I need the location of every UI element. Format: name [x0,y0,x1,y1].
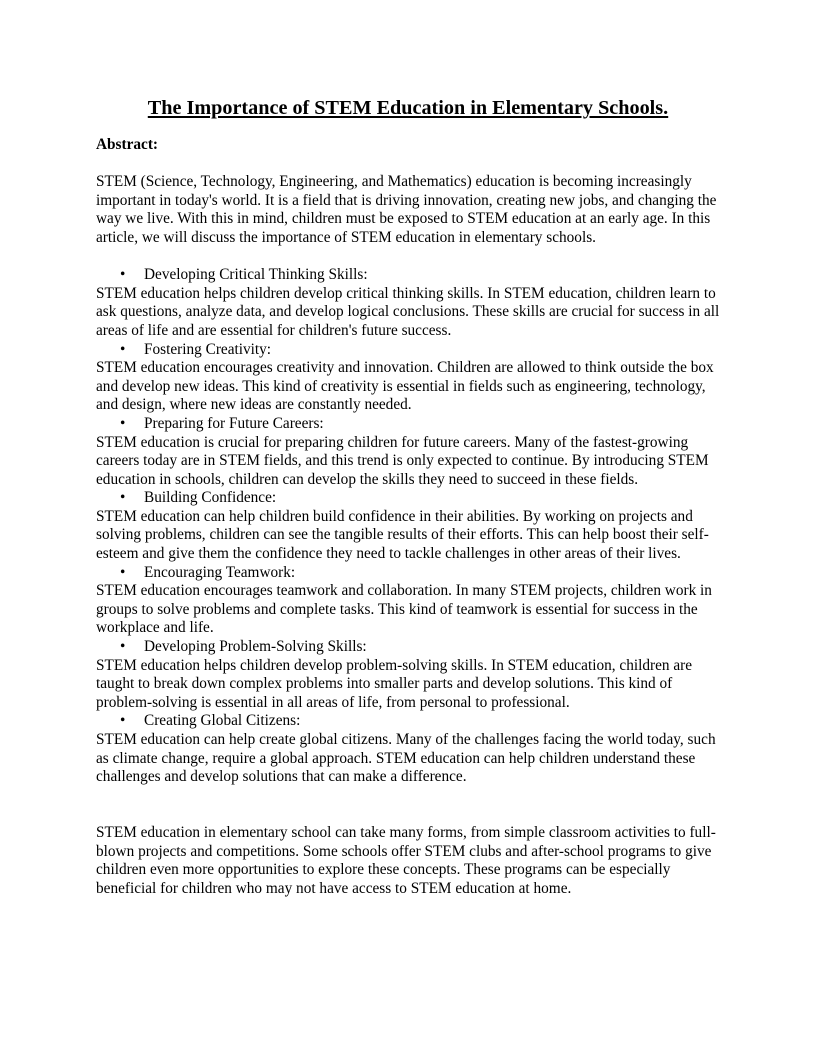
section-body: STEM education is crucial for preparing children for future careers. Many of the fastest-growing careers today are in STEM fields, and this trend is only expected to continue. By introducing STEM education in schools, children can develop the skills they need to succeed in these fields. [96,433,709,488]
section-item [96,564,720,638]
section-heading-line [96,341,720,360]
section-heading: Creating Global Citizens: [144,712,301,730]
section-item [96,712,720,786]
section-body: STEM education encourages teamwork and collaboration. In many STEM projects, children work in groups to solve problems and complete tasks. This kind of teamwork is essential for success in the workplace and life. [96,582,712,637]
bullet-icon: • [120,489,126,507]
document-title: The Importance of STEM Education in Elementary Schools. [147,97,669,119]
section-heading: Preparing for Future Careers: [144,414,324,432]
closing-paragraph: STEM education in elementary school can take many forms, from simple classroom activities to full-blown projects and competitions. Some schools offer STEM clubs and after-school programs to give children even more opportunities to explore these concepts. These programs can be especially beneficial for children who may not have access to STEM education at home. [96,823,716,897]
abstract-label: Abstract: [96,136,159,153]
section-heading: Encouraging Teamwork: [144,563,296,581]
section-heading: Developing Critical Thinking Skills: [144,266,368,284]
bullet-icon: • [120,266,126,284]
section-heading-line [96,415,720,434]
section-heading: Building Confidence: [144,489,277,507]
bullet-icon: • [120,414,126,432]
section-heading-line [96,564,720,583]
section-item [96,415,720,489]
section-body: STEM education can help children build confidence in their abilities. By working on projects and solving problems, children can see the tangible results of their efforts. This can help boost their self-esteem and give them the confidence they need to tackle challenges in other areas of their lives. [96,507,709,563]
section-heading: Fostering Creativity: [144,340,272,358]
paragraph-spacer [96,787,720,824]
bullet-icon: • [120,638,126,656]
document-page [96,96,720,898]
intro-paragraph: STEM (Science, Technology, Engineering, and Mathematics) education is becoming increasingly important in today's world. It is a field that is driving innovation, creating new jobs, and changing the way we live. With this in mind, children must be exposed to STEM education at an early age. In this article, we will discuss the importance of STEM education in elementary schools. [96,173,717,246]
section-item [96,266,720,340]
section-body: STEM education helps children develop critical thinking skills. In STEM education, children learn to ask questions, analyze data, and develop logical conclusions. These skills are crucial for success in all areas of life and are essential for children's future success. [96,284,720,339]
section-body: STEM education helps children develop problem-solving skills. In STEM education, children are taught to break down complex problems into smaller parts and develop solutions. This kind of problem-solving is essential in all areas of life, from personal to professional. [96,656,693,711]
section-item [96,489,720,563]
section-heading: Developing Problem-Solving Skills: [144,638,367,656]
section-item [96,638,720,712]
section-heading-line [96,638,720,657]
bullet-icon: • [120,340,126,358]
section-heading-line [96,266,720,285]
bullet-icon: • [120,563,126,581]
section-body: STEM education encourages creativity and innovation. Children are allowed to think outside the box and develop new ideas. This kind of creativity is essential in fields such as engineering, technology, and design, where new ideas are constantly needed. [96,359,714,414]
section-body: STEM education can help create global citizens. Many of the challenges facing the world today, such as climate change, require a global approach. STEM education can help children understand these challenges and develop solutions that can make a difference. [96,731,716,786]
section-list [96,266,720,787]
section-heading-line [96,489,720,508]
section-item [96,341,720,415]
section-heading-line [96,712,720,731]
bullet-icon: • [120,712,126,730]
